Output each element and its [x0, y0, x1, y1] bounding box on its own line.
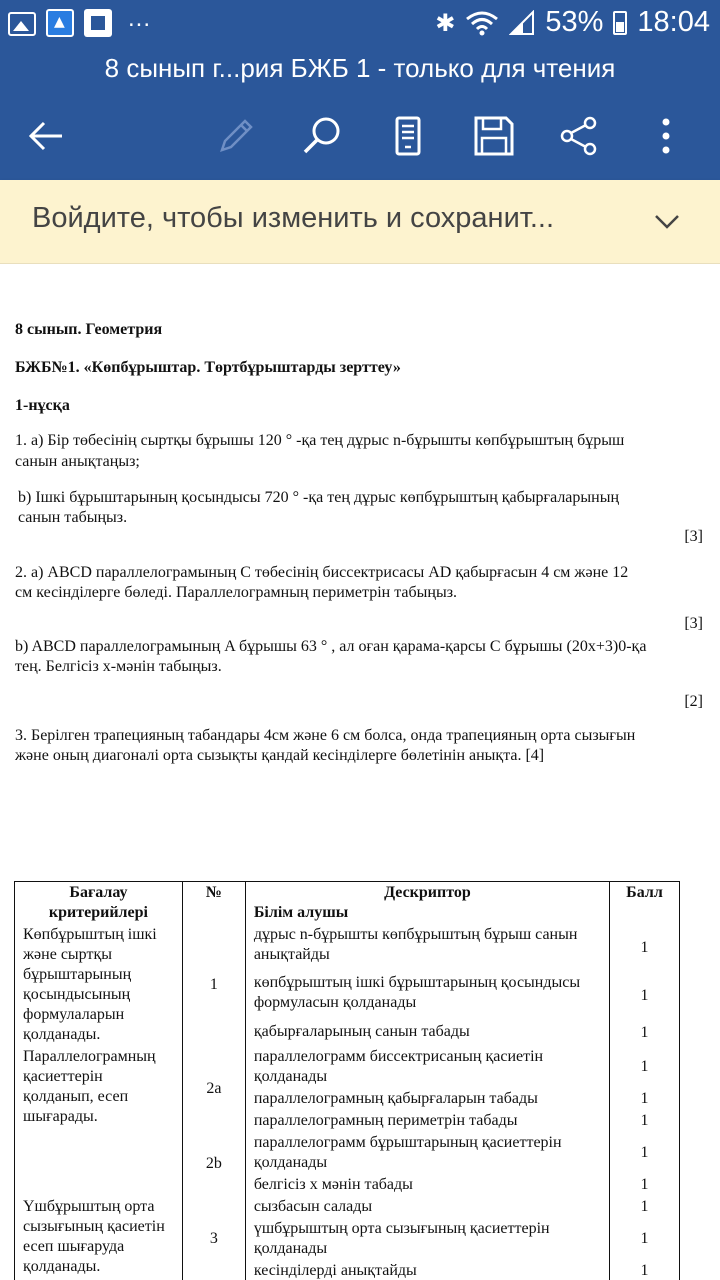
task-number: 2b [182, 1132, 245, 1196]
question-1-points: [3] [684, 528, 703, 545]
assessment-rubric-table [14, 881, 680, 1280]
save-button[interactable] [468, 110, 520, 162]
descriptor-cell: үшбұрыштың орта сызығының қасиеттерін қолданады [245, 1218, 609, 1260]
flipboard-icon [84, 9, 112, 37]
bluetooth-icon: ✱ [435, 8, 456, 37]
rocket-app-icon [46, 9, 74, 37]
battery-percent: 53% [545, 6, 604, 38]
descriptor-cell: параллелограмм биссектрисаның қасиетін қолданады [245, 1046, 609, 1088]
heading-grade: 8 сынып. Геометрия [15, 321, 163, 338]
descriptor-cell: параллелограмның қабырғаларын табады [245, 1088, 609, 1110]
score-cell: 1 [610, 1260, 680, 1280]
battery-icon [613, 11, 627, 35]
document-page [0, 264, 720, 1280]
document-title: 8 сынып г...рия БЖБ 1 - только для чтения [0, 48, 720, 92]
descriptor-cell: көпбұрыштың ішкі бұрыштарының қосындысы формуласын қолданады [245, 972, 609, 1020]
status-bar [0, 0, 720, 48]
descriptor-cell: дұрыс n-бұрышты көпбұрыштың бұрыш санын анықтайды [245, 924, 609, 972]
toolbar [0, 92, 720, 180]
task-number: 1 [182, 924, 245, 1046]
header-number: № [182, 882, 245, 925]
more-options-button[interactable] [640, 110, 692, 162]
question-3-line1: 3. Берілген трапецияның табандары 4см және 6 см болса, онда трапецияның орта сызығын [15, 727, 636, 744]
sign-in-banner[interactable] [0, 180, 720, 264]
learner-label: Білім алушы [253, 904, 349, 921]
score-cell: 1 [610, 1110, 680, 1132]
share-button[interactable] [553, 110, 605, 162]
save-icon [472, 114, 516, 158]
edit-icon [214, 114, 258, 158]
back-icon [24, 114, 68, 158]
chevron-down-icon[interactable] [652, 206, 682, 236]
question-1b-line1: b) Ішкі бұрыштарының қосындысы 720 ° -қа тең дұрыс көпбұрыштың қабырғаларының [18, 489, 620, 506]
question-2a-line1: 2. а) ABCD параллелограмының С төбесінің биссектрисасы AD қабырғасын 4 см және 12 [15, 564, 629, 581]
score-cell: 1 [610, 1088, 680, 1110]
score-cell: 1 [610, 1174, 680, 1196]
score-cell: 1 [610, 972, 680, 1020]
score-cell: 1 [610, 924, 680, 972]
descriptor-cell: белгісіз х мәнін табады [245, 1174, 609, 1196]
descriptor-cell: параллелограмм бұрыштарының қасиеттерін қолданады [245, 1132, 609, 1174]
criterion-3: Үшбұрыштың орта сызығының қасиетін есеп шығаруда қолданады. [15, 1196, 183, 1280]
score-cell: 1 [610, 1132, 680, 1174]
descriptor-cell: сызбасын салады [245, 1196, 609, 1218]
task-number: 2a [182, 1046, 245, 1132]
search-button[interactable] [296, 110, 348, 162]
criterion-2-continued [15, 1132, 183, 1196]
question-2a-line2: см кесінділерге бөледі. Параллелограмның периметрін табыңыз. [15, 584, 458, 601]
score-cell: 1 [610, 1021, 680, 1046]
question-1a-line2: санын анықтаңыз; [15, 453, 140, 470]
more-icon [644, 114, 688, 158]
signal-icon [509, 10, 535, 36]
header-score: Балл [610, 882, 680, 925]
sign-in-message: Войдите, чтобы изменить и сохранит... [32, 202, 555, 234]
header-descriptor: Дескриптор Білім алушы [245, 882, 609, 925]
score-cell: 1 [610, 1046, 680, 1088]
more-notifications: ... [128, 5, 152, 32]
clock: 18:04 [637, 6, 710, 38]
score-cell: 1 [610, 1218, 680, 1260]
gallery-icon [8, 12, 36, 36]
back-button[interactable] [20, 110, 72, 162]
score-cell: 1 [610, 1196, 680, 1218]
question-2b-line2: тең. Белгісіз х-мәнін табыңыз. [15, 658, 222, 675]
wifi-icon [465, 9, 499, 37]
question-1b-line2: санын табыңыз. [18, 509, 128, 526]
heading-variant: 1-нұсқа [15, 397, 70, 414]
task-number: 3 [182, 1196, 245, 1280]
reading-view-icon [386, 114, 430, 158]
question-2a-points: [3] [684, 615, 703, 632]
criterion-1: Көпбұрыштың ішкі және сыртқы бұрыштарының қосындысының формулаларын қолданады. [15, 924, 183, 1046]
criterion-2: Параллелограмның қасиеттерін қолданып, есеп шығарады. [15, 1046, 183, 1132]
question-2b-points: [2] [684, 693, 703, 710]
reading-view-button[interactable] [382, 110, 434, 162]
descriptor-cell: қабырғаларының санын табады [245, 1021, 609, 1046]
question-2b-line1: b) ABCD параллелограмының A бұрышы 63 ° , ал оған қарама-қарсы С бұрышы (20x+3)0-қа [15, 638, 647, 655]
question-1a-line1: 1. а) Бір төбесінің сыртқы бұрышы 120 ° -қа тең дұрыс n-бұрышты көпбұрыштың бұрыш [15, 432, 625, 449]
edit-button[interactable] [210, 110, 262, 162]
search-icon [300, 114, 344, 158]
heading-assessment: БЖБ№1. «Көпбұрыштар. Төртбұрыштарды зерттеу» [15, 359, 401, 376]
descriptor-cell: кесінділерді анықтайды [245, 1260, 609, 1280]
share-icon [557, 114, 601, 158]
descriptor-cell: параллелограмның периметрін табады [245, 1110, 609, 1132]
question-3-line2: және оның диагоналі орта сызықты қандай кесінділерге бөлетінін анықта. [4] [15, 747, 545, 764]
header-criteria: Бағалау критерийлері [15, 882, 183, 925]
